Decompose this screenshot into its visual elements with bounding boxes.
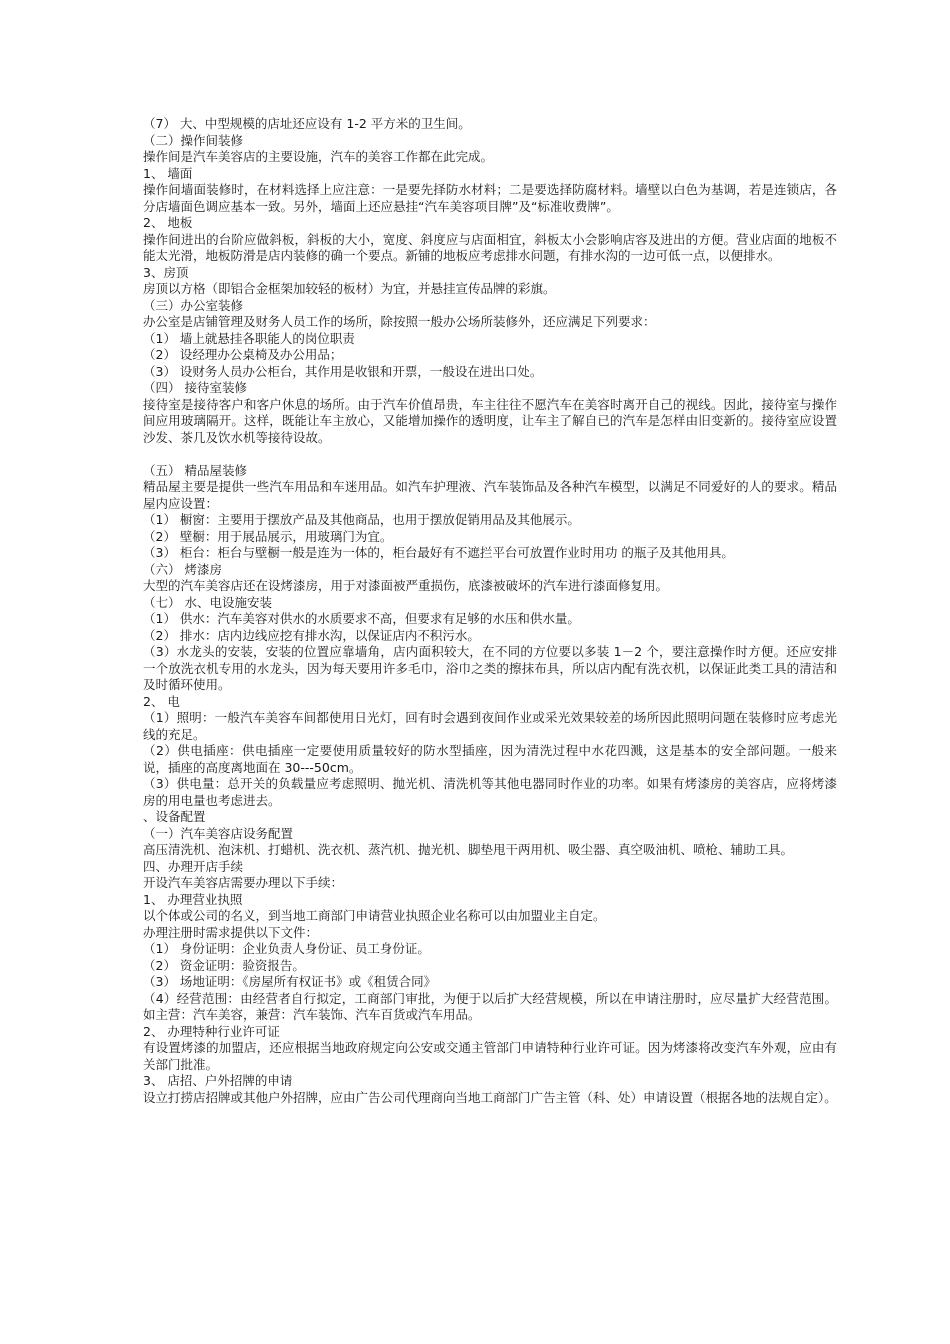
text-line: （3） 设财务人员办公柜台，其作用是收银和开票，一般设在进出口处。	[143, 363, 543, 379]
text-line: （1） 墙上就悬挂各职能人的岗位职责	[143, 330, 355, 346]
text-line: （一）汽车美容店设务配置	[143, 825, 294, 841]
text-line: 2、 地板	[143, 215, 193, 230]
paragraph: 精品屋主要是提供一些汽车用品和车迷用品。如汽车护理液、汽车装饰品及各种汽车模型，以满足不同爱好的人的要求。精品屋内应设置：	[143, 479, 837, 511]
text-line: 高压清洗机、泡沫机、打蜡机、洗衣机、蒸汽机、抛光机、脚垫甩干两用机、吸尘器、真空吸油机、喷枪、辅助工具。	[143, 842, 794, 857]
text-line: 四、办理开店手续	[143, 858, 244, 874]
paragraph: 设立打捞店招牌或其他户外招牌，应由广告公司代理商向当地工商部门广告主管（科、处）申请设置（根据各地的法规自定）。	[143, 1089, 837, 1105]
paragraph: （1）照明：一般汽车美容车间都使用日光灯，回有时会遇到夜间作业或采光效果较差的场所因此照明问题在装修时应考虑光线的充足。	[143, 710, 837, 742]
paragraph: （2）供电插座：供电插座一定要使用质量较好的防水型插座，因为清洗过程中水花四溅，这是基本的安全部问题。一般来说，插座的高度离地面在 30---50cm。	[143, 743, 837, 775]
text-line: （3） 场地证明：《房屋所有权证书》或《租赁合同》	[143, 974, 437, 989]
paragraph: 接待室是接待客户和客户休息的场所。由于汽车价值昂贵，车主往往不愿汽车在美容时离开自己的视线。因此，接待室与操作间应用玻璃隔开。这样，既能让车主放心，又能增加操作的透明度，让车主了解自已的汽车是怎样由旧变新的。接待室应设置沙发、茶几及饮水机等接待设故。	[143, 396, 837, 445]
text-line: （2） 资金证明：验资报告。	[143, 957, 305, 973]
text-line: 开设汽车美容店需要办理以下手续：	[143, 875, 344, 890]
document-body	[143, 116, 837, 1106]
text-line: 操作间是汽车美容店的主要设施，汽车的美容工作都在此完成。	[143, 149, 494, 164]
text-line: 房顶以方格（即铝合金框架加较轻的板材）为宜，并悬挂宣传品牌的彩旗。	[143, 281, 556, 296]
paragraph: 有设置烤漆的加盟店，还应根据当地政府规定向公安或交通主管部门申请特种行业许可证。因为烤漆将改变汽车外观，应由有关部门批准。	[143, 1040, 837, 1072]
text-line: （3） 柜台：柜台与壁橱一般是连为一体的，柜台最好有不遮拦平台可放置作业时用功 的瓶子及其他用具。	[143, 545, 734, 560]
text-line: 1、 办理营业执照	[143, 891, 243, 907]
paragraph: 操作间墙面装修时，在材料选择上应注意：一是要先择防水材料；二是要选择防腐材料。墙壁以白色为基调，若是连锁店，各分店墙面色调应基本一致。另外，墙面上还应悬挂“汽车美容项目牌”及“标准收费牌”。	[143, 182, 837, 214]
text-line: 3、 店招、户外招牌的申请	[143, 1073, 293, 1088]
text-line: （7） 大、中型规模的店址还应设有 1-2 平方米的卫生间。	[143, 116, 471, 131]
text-line: （七） 水、电设施安装	[143, 594, 272, 610]
text-line: （2） 排水：店内边线应挖有排水沟，以保证店内不积污水。	[143, 627, 480, 643]
text-line: 办公室是店铺管理及财务人员工作的场所，除按照一般办公场所装修外，还应满足下列要求：	[143, 314, 656, 329]
text-line: （1） 橱窗：主要用于摆放产品及其他商品，也用于摆放促销用品及其他展示。	[143, 512, 580, 527]
text-line: （2） 壁橱：用于展品展示，用玻璃门为宜。	[143, 528, 393, 544]
text-line: 办理注册时需求提供以下文件：	[143, 924, 319, 940]
text-line: （1） 供水：汽车美容对供水的水质要求不高，但要求有足够的水压和供水量。	[143, 611, 580, 626]
paragraph: （3）水龙头的安装，安装的位置应靠墙角，店内面积较大，在不同的方位要以多装 1－2 个，要注意操作时方便。还应安排一个放洗衣机专用的水龙头，因为每天要用许多毛巾，浴巾之类的擦抹布具，所以店内配有洗衣机，以保证此类工具的清洁和及时循环使用。	[143, 644, 837, 692]
text-line: （二）操作间装修	[143, 132, 244, 148]
text-line: （1） 身份证明：企业负责人身份证、员工身份证。	[143, 941, 430, 956]
text-line: （三）办公室装修	[143, 297, 244, 313]
text-line: （2） 设经理办公桌椅及办公用品；	[143, 347, 343, 362]
blank-line	[143, 446, 837, 463]
paragraph: （3）供电量：总开关的负载量应考虑照明、抛光机、清洗机等其他电器同时作业的功率。如果有烤漆房的美容店，应将烤漆房的用电量也考虑进去。	[143, 776, 837, 808]
text-line: （五） 精品屋装修	[143, 462, 247, 478]
text-line: 1、 墙面	[143, 165, 193, 181]
text-line: 、设备配置	[143, 809, 206, 824]
text-line: 2、 电	[143, 693, 180, 709]
text-line: 大型的汽车美容店还在设烤漆房，用于对漆面被严重损伤，底漆被破坏的汽车进行漆面修复用。	[143, 578, 669, 593]
text-line: 以个体或公司的名义，到当地工商部门申请营业执照企业名称可以由加盟业主自定。	[143, 908, 606, 923]
text-line: （四） 接待室装修	[143, 380, 247, 395]
text-line: 3、房顶	[143, 264, 189, 280]
paragraph: （4）经营范围：由经营者自行拟定，工商部门审批，为便于以后扩大经营规模，所以在申请注册时，应尽量扩大经营范围。如主营：汽车美容，兼营：汽车装饰、汽车百货或汽车用品。	[143, 990, 837, 1022]
paragraph: 操作间进出的台阶应做斜板，斜板的大小，宽度、斜度应与店面相宜，斜板太小会影响店容及进出的方便。营业店面的地板不能太光滑，地板防滑是店内装修的确一个要点。新铺的地板应考虑排水问题，有排水沟的一边可低一点，以便排水。	[143, 231, 837, 263]
text-line: （六） 烤漆房	[143, 561, 222, 577]
text-line: 2、 办理特种行业许可证	[143, 1023, 280, 1039]
